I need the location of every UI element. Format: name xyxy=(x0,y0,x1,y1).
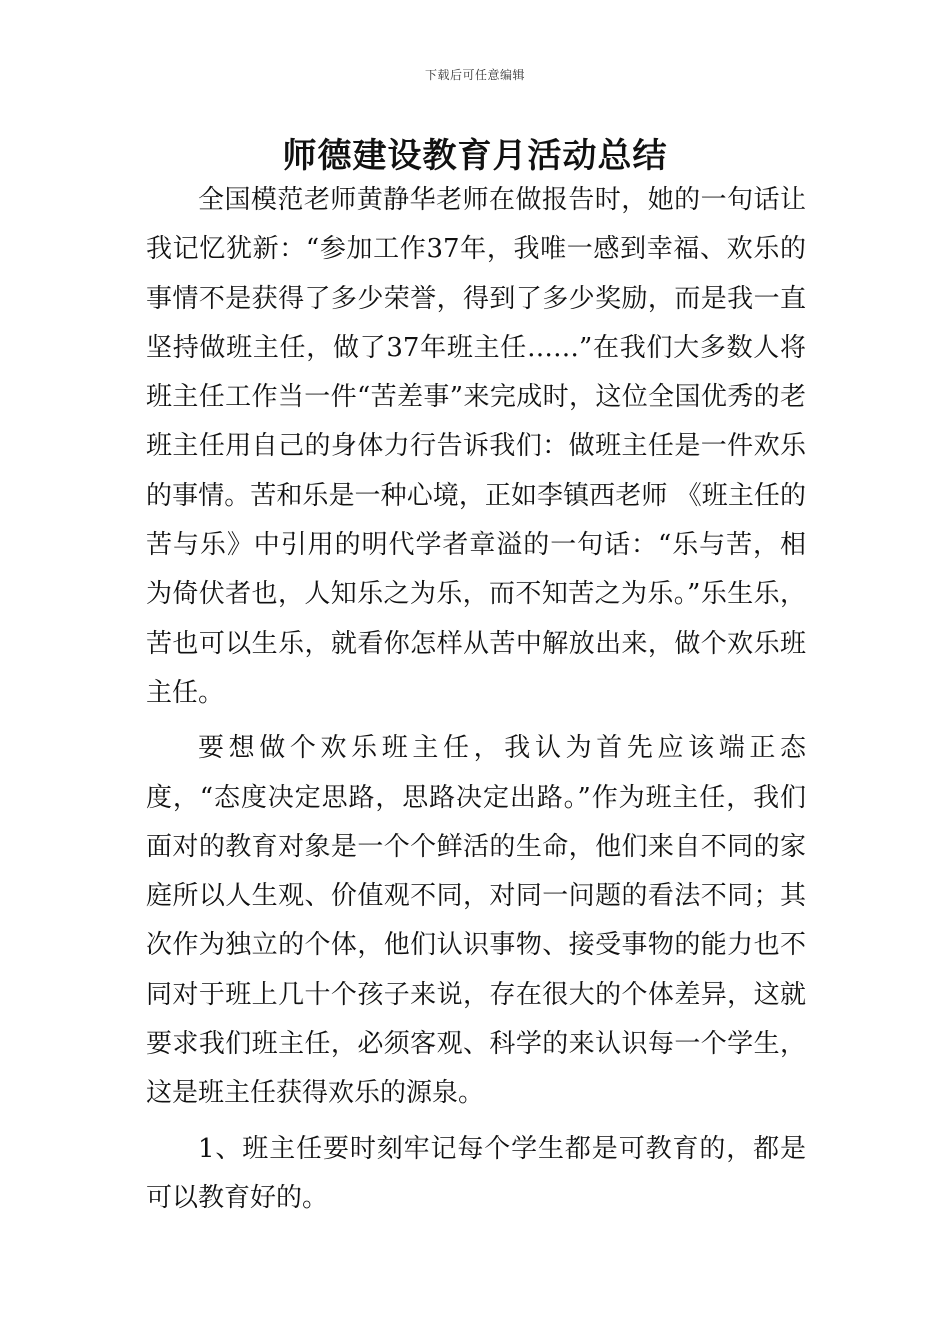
paragraph-3: 1、班主任要时刻牢记每个学生都是可教育的，都是可以教育好的。 xyxy=(146,1133,806,1213)
document-body xyxy=(146,176,806,1223)
header-note: 下载后可任意编辑 xyxy=(424,68,525,82)
paragraph-2: 要想做个欢乐班主任，我认为首先应该端正态度，“态度决定思路，思路决定出路。”作为班主任，我们面对的教育对象是一个个鲜活的生命，他们来自不同的家庭所以人生观、价值观不同，对同一问题的看法不同；其次作为独立的个体，他们认识事物、接受事物的能力也不同对于班上几十个孩子来说，存在很大的个体差异，这就要求我们班主任，必须客观、科学的来认识每一个学生，这是班主任获得欢乐的源泉。 xyxy=(146,733,806,1109)
document-title: 师德建设教育月活动总结 xyxy=(282,136,668,176)
paragraph-1: 全国模范老师黄静华老师在做报告时，她的一句话让我记忆犹新：“参加工作37年，我唯一感到幸福、欢乐的事情不是获得了多少荣誉，得到了多少奖励，而是我一直坚持做班主任，做了37年班主任……”在我们大多数人将班主任工作当一件“苦差事”来完成时，这位全国优秀的老班主任用自己的身体力行告诉我们：做班主任是一件欢乐的事情。苦和乐是一种心境，正如李镇西老师 《班主任的苦与乐》中引用的明代学者章溢的一句话：“乐与苦，相为倚伏者也，人知乐之为乐，而不知苦之为乐。”乐生乐，苦也可以生乐，就看你怎样从苦中解放出来，做个欢乐班主任。 xyxy=(146,185,806,708)
